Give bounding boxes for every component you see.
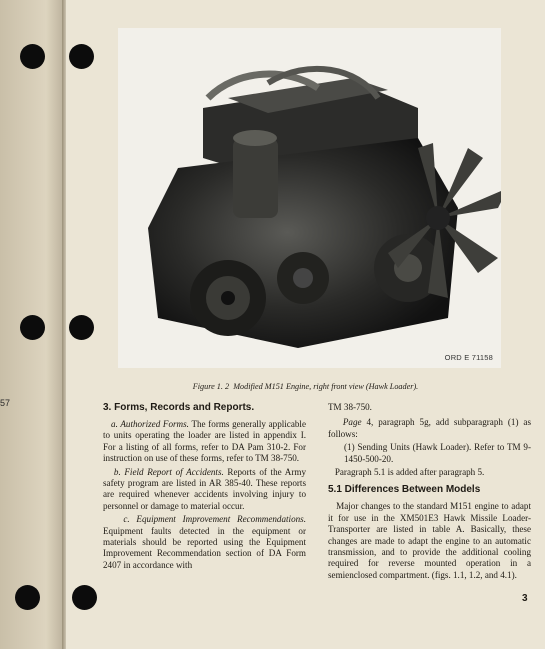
paragraph-field-report (103, 467, 306, 513)
binder-hole (72, 585, 97, 610)
figure-caption (66, 382, 545, 391)
paragraph-body: 4, paragraph 5g, add subparagraph (1) as follows: (328, 417, 531, 439)
page-number: 3 (522, 593, 528, 604)
paragraph-page-4 (328, 417, 531, 440)
figure-caption-text: Modified M151 Engine, right front view (Hawk Loader). (233, 382, 419, 391)
engine-illustration (118, 28, 501, 368)
right-column (328, 402, 531, 583)
binder-hole (69, 44, 94, 69)
photo-reference-label: ORD E 71158 (444, 353, 493, 362)
paragraph-lead: Page (342, 417, 362, 428)
continued-text: TM 38-750. (328, 402, 372, 412)
paragraph-body: The forms generally applicable to units operating the loader are listed in appendix I. For a listing of all forms, refer to DA Pam 310-2. For instruction on use of these forms, refer to TM 38-750. (103, 419, 306, 464)
binder-hole (69, 315, 94, 340)
left-column (103, 402, 306, 573)
paragraph-authorized-forms (103, 419, 306, 465)
paragraph-differences (328, 501, 531, 581)
subparagraph-sending-units: (1) Sending Units (Hawk Loader). Refer to TM 9-1450-500-20. (344, 442, 531, 464)
binder-hole (20, 44, 45, 69)
binder-hole (20, 315, 45, 340)
figure-number: Figure 1. 2 (192, 382, 230, 391)
paragraph-body: Reports of the Army safety program are listed in AR 385-40. These reports are required whenever accidents involving injury to personnel or damage to material occur. (103, 466, 306, 511)
paragraph-lead: a. Authorized Forms. (111, 419, 189, 429)
section-5-1-heading: 5.1 Differences Between Models (328, 484, 481, 496)
paragraph-equipment-improvement (103, 514, 306, 571)
paragraph-addition-note (328, 467, 531, 478)
paragraph-body: Paragraph 5.1 is added after paragraph 5. (334, 467, 485, 478)
paragraph-lead: b. Field Report of Accidents. (113, 466, 224, 477)
section-3-heading: 3. Forms, Records and Reports. (103, 402, 255, 413)
paragraph-body: Major changes to the standard M151 engine to adapt it for use in the XM501E3 Hawk Missile Loader-Transporter are listed in table A. Basically, these changes are made to adapt the engine to an automatic transmission, and to provide the additional cooling required for reverse mounted operation in a semienclosed compartment. (figs. 1.1, 1.2, and 4.1). (328, 501, 532, 580)
paragraph-lead: c. Equipment Improvement Recommendations. (123, 514, 306, 525)
engine-photo (118, 28, 501, 368)
paragraph-body: Equipment faults detected in the equipment or materials should be reported using the Equipment Improvement Recommendation section of DA Form 2407 in accordance with (103, 525, 306, 570)
binder-hole (15, 585, 40, 610)
margin-page-number: 57 (0, 398, 11, 408)
